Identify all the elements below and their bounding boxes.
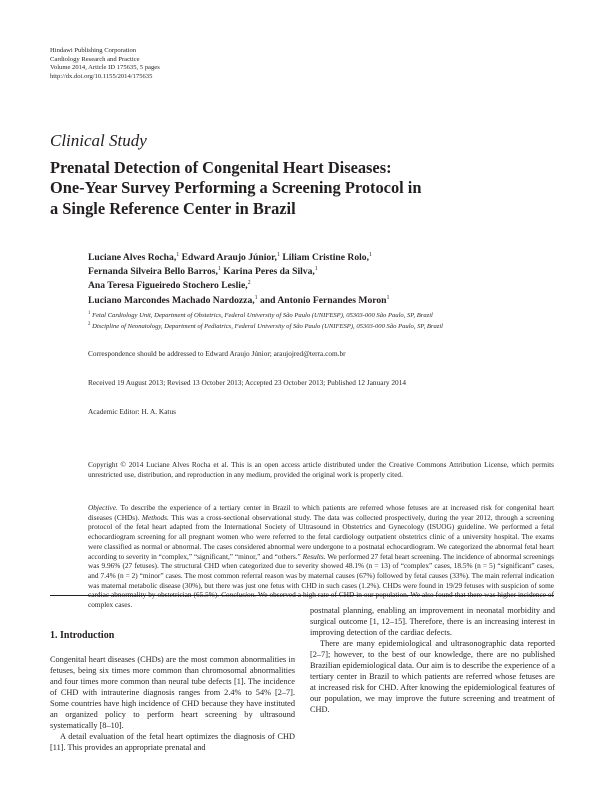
affiliation-text: Discipline of Neonatology, Department of Pediatrics, Federal University of São Paulo (UNIFESP), 05303-000 São Paulo, SP, Brazil	[92, 322, 444, 330]
correspondence: Correspondence should be addressed to Edward Araujo Júnior; araujojred@terra.com.br	[88, 349, 346, 358]
journal-header	[50, 47, 160, 81]
author-name: Karina Peres da Silva,	[220, 266, 315, 278]
affiliation-marker: 1	[314, 266, 318, 273]
title-line: One-Year Survey Performing a Screening Protocol in	[50, 178, 422, 198]
author-name: and Antonio Fernandes Moron	[257, 294, 387, 306]
volume-info: Volume 2014, Article ID 175635, 5 pages	[50, 64, 160, 72]
body-paragraph: A detail evaluation of the fetal heart optimizes the diagnosis of CHD [11]. This provides an appropriate prenatal and	[50, 732, 295, 753]
academic-editor: Academic Editor: H. A. Katus	[88, 407, 176, 416]
title-line: a Single Reference Center in Brazil	[50, 198, 296, 218]
body-column-right	[310, 605, 555, 715]
abstract-results: We performed 27 fetal heart screening. The incidence of abnormal screenings was 9.96% (27 fetuses). The structural CHD when categorized due to severity showed 48.1% (n = 13) of “complex” cases, 18.5% (n = 5) “significant” cases, and 7.4% (n = 2) “minor” cases. The most common referral reason was by maternal causes (67%) followed by fetal causes (33%). The main referral indication was maternal metabolic disease (30%), but there was just one fetus with CHD in such cases (1.2%). CHDs were found in 19/29 fetuses with suspicion of some cardiac abnormality by obstetrician (65.5%).	[88, 551, 554, 600]
abstract-conclusion: We observed a high rate of CHD in our population. We also found that there was higher incidence of complex cases.	[88, 590, 555, 610]
author-line	[88, 294, 389, 308]
author-name: Luciano Marcondes Machado Nardozza,	[88, 294, 255, 306]
author-line	[88, 265, 389, 279]
author-name: Edward Araujo Júnior,	[179, 252, 277, 263]
affiliation-marker: 1	[386, 294, 390, 301]
section-heading-introduction: 1. Introduction	[50, 630, 115, 641]
article-type: Clinical Study	[50, 131, 147, 150]
affiliations	[88, 311, 443, 333]
body-column-left	[50, 654, 295, 753]
affiliation-marker: 1	[276, 251, 280, 258]
abstract-objective: To describe the experience of a tertiary center in Brazil to which patients are referred whose fetuses are at increased risk for congenital heart diseases (CHDs).	[88, 503, 554, 522]
title-line: Prenatal Detection of Congenital Heart Diseases:	[50, 158, 392, 177]
affiliation-text: Fetal Cardiology Unit, Department of Obstetrics, Federal University of São Paulo (UNIFESP), 05303-000 São Paulo, SP, Brazil	[92, 312, 433, 319]
author-name: Luciane Alves Rocha,	[88, 252, 177, 263]
affiliation-marker: 1	[254, 294, 258, 301]
abstract	[88, 503, 554, 610]
abstract-label-methods: Methods.	[141, 512, 169, 522]
journal-name: Cardiology Research and Practice	[50, 55, 140, 63]
body-paragraph: postnatal planning, enabling an improvement in neonatal morbidity and surgical outcome [1, 12–15]. Therefore, there is an increasing interest in improving detection of the cardiac defects.	[310, 606, 555, 638]
affiliation-number: 2	[88, 321, 91, 327]
author-line	[88, 279, 389, 293]
publisher-name: Hindawi Publishing Corporation	[50, 47, 137, 54]
abstract-label-objective: Objective.	[88, 503, 118, 512]
author-name: Ana Teresa Figueiredo Stochero Leslie,	[88, 280, 248, 292]
body-paragraph: Congenital heart diseases (CHDs) are the most common abnormalities in fetuses, being six times more common than chromosomal abnormalities and four times more common than neural tube defects [1]. The incidence of CHD with intrauterine diagnosis ranges from 2.4% to 54% [2–7]. Some countries have high incidence of CHD because they have instituted an organized policy to perform heart screening by ultrasound systematically [8–10].	[50, 655, 295, 731]
publication-dates: Received 19 August 2013; Revised 13 October 2013; Accepted 23 October 2013; Published 12 January 2014	[88, 378, 406, 387]
affiliation-marker: 2	[247, 280, 251, 287]
affiliation-marker: 1	[176, 251, 180, 258]
author-list	[88, 251, 389, 308]
author-line	[88, 251, 389, 265]
affiliation-marker: 1	[368, 251, 372, 258]
affiliation-item	[88, 322, 443, 333]
author-name: Fernanda Silveira Bello Barros,	[88, 266, 218, 278]
author-name: Liliam Cristine Rolo,	[279, 252, 369, 263]
abstract-label-conclusion: Conclusion.	[221, 590, 257, 600]
affiliation-item	[88, 311, 443, 322]
affiliation-marker: 1	[217, 266, 221, 273]
paper-title	[50, 158, 570, 219]
abstract-methods: This was a cross-sectional observational study. The data was collected prospectively, during the year 2012, through a screening protocol of the fetal heart adapted from the International Society of Ultrasound in Obstetrics and Gynecology (ISUOG) guideline. We performed a fetal echocardiogram screening for all pregnant women who were referred to the fetal cardiology outpatient obstetrics clinic of a university hospital. The exams were classified as normal or abnormal. The cases considered abnormal were undergone to a postnatal echocardiogram. We categorized the abnormal fetal heart according to severity in “complex,” “significant,” “minor,” and “others.”	[88, 512, 555, 561]
section-divider	[50, 595, 554, 596]
copyright-notice: Copyright © 2014 Luciane Alves Rocha et al. This is an open access article distributed under the Creative Commons Attribution License, which permits unrestricted use, distribution, and reproduction in any medium, provided the original work is properly cited.	[88, 460, 554, 479]
abstract-label-results: Results.	[302, 551, 326, 561]
affiliation-number: 1	[88, 310, 91, 316]
body-paragraph: There are many epidemiological and ultrasonographic data reported [2–7]; however, to the best of our knowledge, there are no published Brazilian epidemiological data. Our aim is to describe the experience of a tertiary center in Brazil to which patients are referred whose fetuses are at increased risk for CHD. After knowing the epidemiological features of our population, we may improve the future screening and treatment of CHD.	[310, 639, 555, 715]
doi-link[interactable]: http://dx.doi.org/10.1155/2014/175635	[50, 72, 153, 80]
